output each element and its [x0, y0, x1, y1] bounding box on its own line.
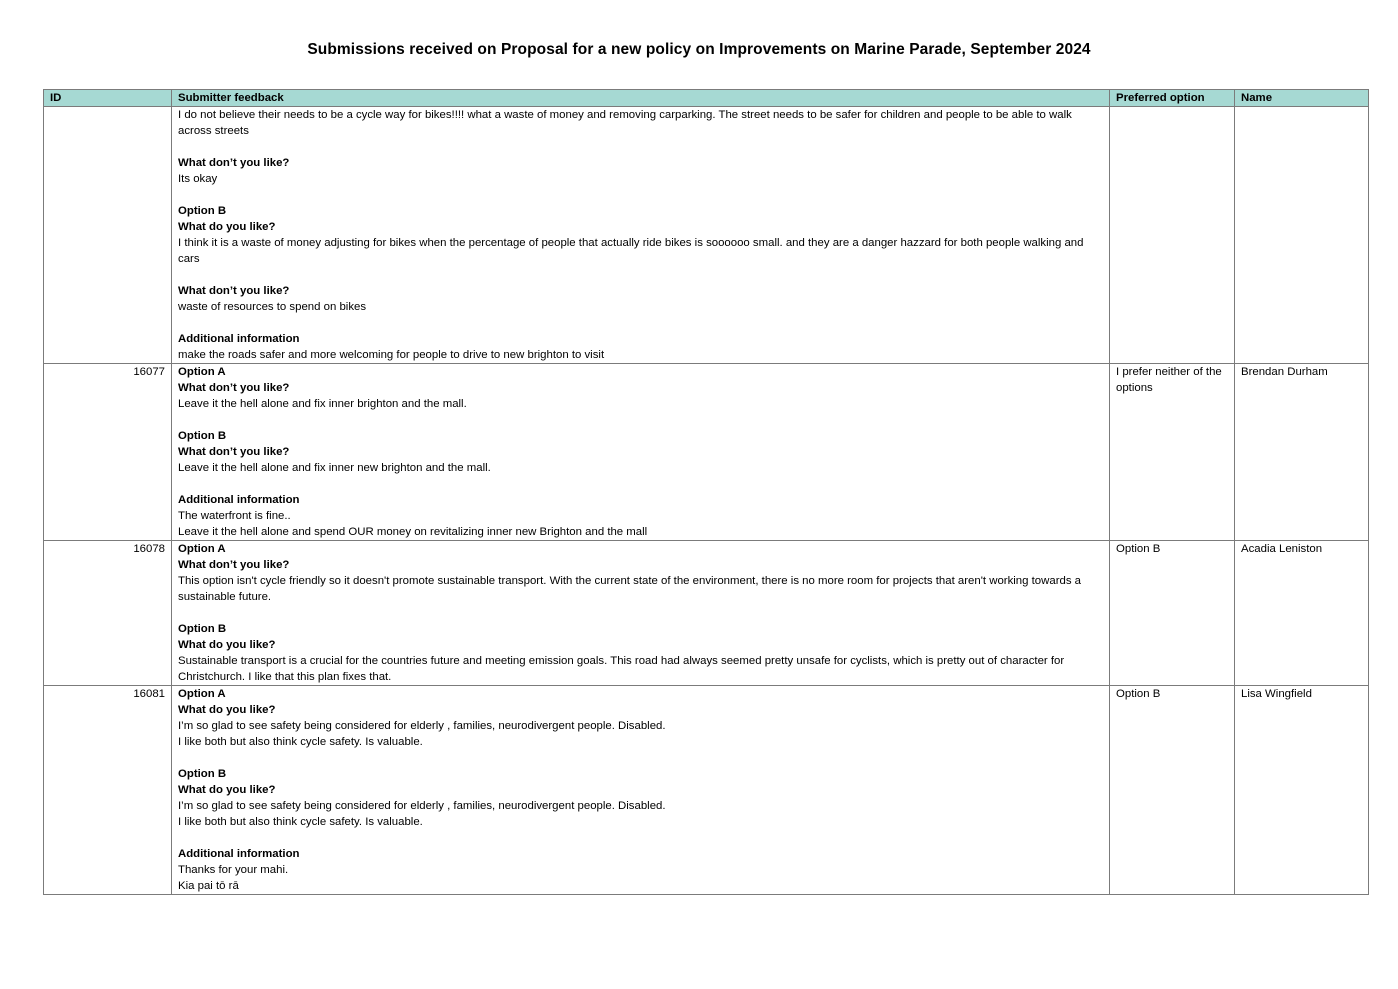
column-header-id: ID [44, 90, 172, 107]
feedback-text: Sustainable transport is a crucial for the countries future and meeting emission goals. This road had always seemed pretty unsafe for cyclists, which is pretty out of character for Christchurch. I like that this plan fixes that. [178, 655, 1065, 683]
spacer-line [178, 315, 1103, 331]
submitter-feedback-cell [172, 686, 1110, 895]
feedback-text: I do not believe their needs to be a cycle way for bikes!!!! what a waste of money and removing carparking. The street needs to be safer for children and people to be able to walk across streets [178, 109, 1072, 137]
feedback-heading: Option A [178, 366, 226, 378]
spacer-line [178, 139, 1103, 155]
table-row [44, 686, 1369, 895]
preferred-option: Option B [1110, 541, 1235, 686]
feedback-text: Leave it the hell alone and fix inner brighton and the mall. [178, 398, 467, 410]
table-row [44, 107, 1369, 364]
feedback-text: I’m so glad to see safety being considered for elderly , families, neurodivergent people. Disabled. [178, 720, 666, 732]
feedback-text: I’m so glad to see safety being considered for elderly , families, neurodivergent people. Disabled. [178, 800, 666, 812]
feedback-heading: Option B [178, 768, 227, 780]
submission-id [44, 107, 172, 364]
submitter-feedback-cell [172, 541, 1110, 686]
feedback-heading: What don’t you like? [178, 559, 290, 571]
feedback-heading: Option B [178, 623, 227, 635]
page-title: Submissions received on Proposal for a new policy on Improvements on Marine Parade, September 2024 [307, 41, 1091, 58]
feedback-heading: Additional information [178, 333, 300, 345]
submission-id: 16077 [44, 364, 172, 541]
submission-id: 16081 [44, 686, 172, 895]
feedback-text: Kia pai tō rā [178, 880, 239, 892]
spacer-line [178, 267, 1103, 283]
feedback-heading: What do you like? [178, 704, 276, 716]
submitter-name [1235, 107, 1369, 364]
feedback-heading: What don’t you like? [178, 285, 290, 297]
feedback-text: This option isn't cycle friendly so it doesn't promote sustainable transport. With the current state of the environment, there is no more room for projects that aren't working towards a sustainable future. [178, 575, 1082, 603]
feedback-text: Leave it the hell alone and fix inner new brighton and the mall. [178, 462, 491, 474]
feedback-heading: Option A [178, 688, 226, 700]
submissions-table [43, 89, 1369, 895]
submitter-feedback-cell [172, 107, 1110, 364]
feedback-heading: Additional information [178, 494, 300, 506]
column-header-name: Name [1235, 90, 1369, 107]
feedback-heading: What do you like? [178, 784, 276, 796]
spacer-line [178, 412, 1103, 428]
feedback-heading: What do you like? [178, 639, 276, 651]
feedback-text: I think it is a waste of money adjusting for bikes when the percentage of people that actually ride bikes is soooooo small. and they are a danger hazzard for both people walking and cars [178, 237, 1084, 265]
spacer-line [178, 476, 1103, 492]
submitter-name: Brendan Durham [1235, 364, 1369, 541]
preferred-option: I prefer neither of the options [1110, 364, 1235, 541]
spacer-line [178, 187, 1103, 203]
feedback-text: Thanks for your mahi. [178, 864, 289, 876]
feedback-heading: What don’t you like? [178, 382, 290, 394]
submitter-name: Lisa Wingfield [1235, 686, 1369, 895]
column-header-feedback: Submitter feedback [172, 90, 1110, 107]
table-body [44, 107, 1369, 895]
preferred-option [1110, 107, 1235, 364]
spacer-line [178, 830, 1103, 846]
feedback-heading: What don’t you like? [178, 157, 290, 169]
feedback-text: Leave it the hell alone and spend OUR money on revitalizing inner new Brighton and the mall [178, 526, 648, 538]
feedback-heading: Option B [178, 205, 227, 217]
column-header-preferred-option: Preferred option [1110, 90, 1235, 107]
submitter-name: Acadia Leniston [1235, 541, 1369, 686]
feedback-text: I like both but also think cycle safety. Is valuable. [178, 736, 423, 748]
feedback-text: make the roads safer and more welcoming for people to drive to new brighton to visit [178, 349, 605, 361]
feedback-heading: What don’t you like? [178, 446, 290, 458]
feedback-heading: Additional information [178, 848, 300, 860]
preferred-option: Option B [1110, 686, 1235, 895]
header-row [44, 90, 1369, 107]
submitter-feedback-cell [172, 364, 1110, 541]
feedback-text: Its okay [178, 173, 218, 185]
spacer-line [178, 605, 1103, 621]
feedback-heading: What do you like? [178, 221, 276, 233]
spacer-line [178, 750, 1103, 766]
feedback-text: I like both but also think cycle safety. Is valuable. [178, 816, 423, 828]
feedback-text: The waterfront is fine.. [178, 510, 291, 522]
table-row [44, 364, 1369, 541]
feedback-heading: Option A [178, 543, 226, 555]
feedback-heading: Option B [178, 430, 227, 442]
submission-id: 16078 [44, 541, 172, 686]
table-header [44, 90, 1369, 107]
feedback-text: waste of resources to spend on bikes [178, 301, 367, 313]
table-row [44, 541, 1369, 686]
